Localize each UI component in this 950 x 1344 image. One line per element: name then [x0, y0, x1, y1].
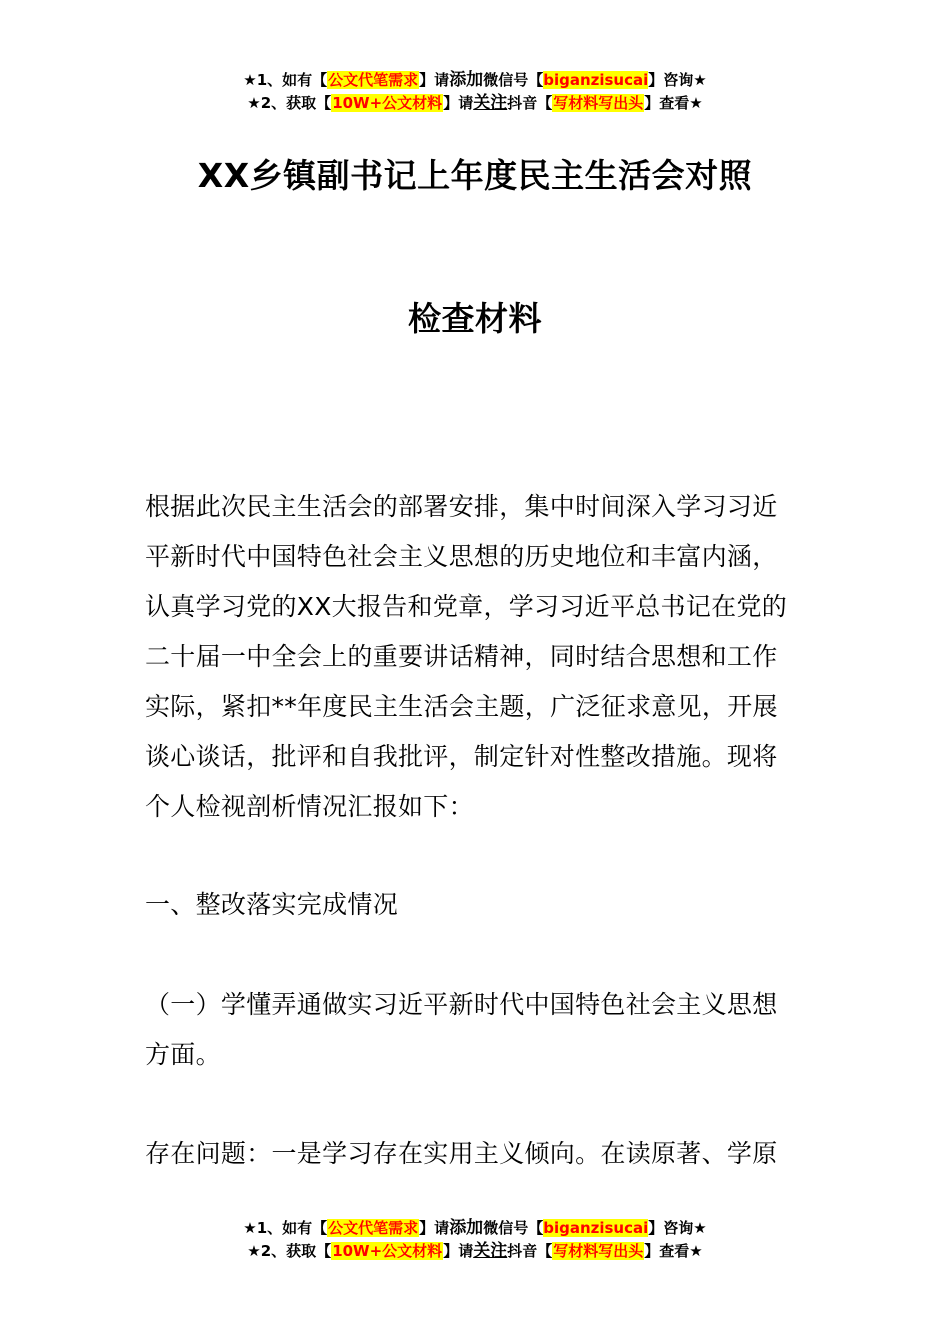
banner-highlight: 10W+公文材料	[332, 1242, 443, 1260]
banner-text: 抖音【	[507, 94, 553, 112]
paragraph-line: 谈心谈话，批评和自我批评，制定针对性整改措施。现将	[145, 742, 778, 771]
banner-text: 】请	[419, 1219, 450, 1237]
banner-line-2	[0, 1240, 950, 1263]
banner-text: ★1、如有【	[243, 1219, 328, 1237]
banner-text: 】请	[443, 94, 474, 112]
banner-line-1	[0, 1217, 950, 1240]
banner-text: 微信号【	[483, 1219, 544, 1237]
douyin-account-link[interactable]: 写材料写出头	[553, 1242, 644, 1260]
wechat-id-link[interactable]: biganzisucai	[543, 1219, 649, 1237]
banner-text: 】咨询★	[648, 71, 707, 89]
paragraph-line: 认真学习党的XX大报告和党章，学习习近平总书记在党的	[145, 592, 788, 621]
footer-banner	[0, 1217, 950, 1263]
wechat-id-link[interactable]: biganzisucai	[543, 71, 649, 89]
banner-text: 抖音【	[507, 1242, 553, 1260]
banner-line-1	[0, 69, 950, 92]
document-title-line-2: 检查材料	[408, 299, 542, 338]
problem-paragraph: 存在问题：一是学习存在实用主义倾向。在读原著、学原	[145, 1139, 778, 1168]
banner-text: 】咨询★	[648, 1219, 707, 1237]
header-banner	[0, 69, 950, 115]
banner-text: 微信号【	[483, 71, 544, 89]
paragraph-line: 实际，紧扣**年度民主生活会主题，广泛征求意见，开展	[145, 692, 778, 721]
document-title-line-1: XX乡镇副书记上年度民主生活会对照	[197, 156, 753, 195]
paragraph-line: 根据此次民主生活会的部署安排，集中时间深入学习习近	[145, 492, 778, 521]
banner-text: ★2、获取【	[247, 94, 332, 112]
paragraph-line: 平新时代中国特色社会主义思想的历史地位和丰富内涵，	[145, 542, 778, 571]
douyin-account-link[interactable]: 写材料写出头	[553, 94, 644, 112]
banner-text: 关注	[473, 1241, 508, 1261]
paragraph-line: （一）学懂弄通做实习近平新时代中国特色社会主义思想	[145, 990, 778, 1019]
banner-text: 】查看★	[644, 94, 703, 112]
banner-highlight: 公文代笔需求	[328, 71, 419, 89]
banner-text: 关注	[473, 93, 508, 113]
banner-text: 添加	[449, 1218, 484, 1238]
paragraph-line: 方面。	[145, 1040, 221, 1069]
subsection-heading-1	[145, 980, 810, 1080]
banner-line-2	[0, 92, 950, 115]
paragraph-line: 个人检视剖析情况汇报如下：	[145, 792, 474, 821]
banner-highlight: 10W+公文材料	[332, 94, 443, 112]
banner-text: ★1、如有【	[243, 71, 328, 89]
banner-text: ★2、获取【	[247, 1242, 332, 1260]
banner-text: 添加	[449, 70, 484, 90]
banner-text: 】请	[443, 1242, 474, 1260]
banner-text: 】请	[419, 71, 450, 89]
paragraph-line: 二十届一中全会上的重要讲话精神，同时结合思想和工作	[145, 642, 778, 671]
banner-text: 】查看★	[644, 1242, 703, 1260]
intro-paragraph	[145, 482, 810, 832]
banner-highlight: 公文代笔需求	[328, 1219, 419, 1237]
section-heading-1: 一、整改落实完成情况	[145, 890, 399, 919]
